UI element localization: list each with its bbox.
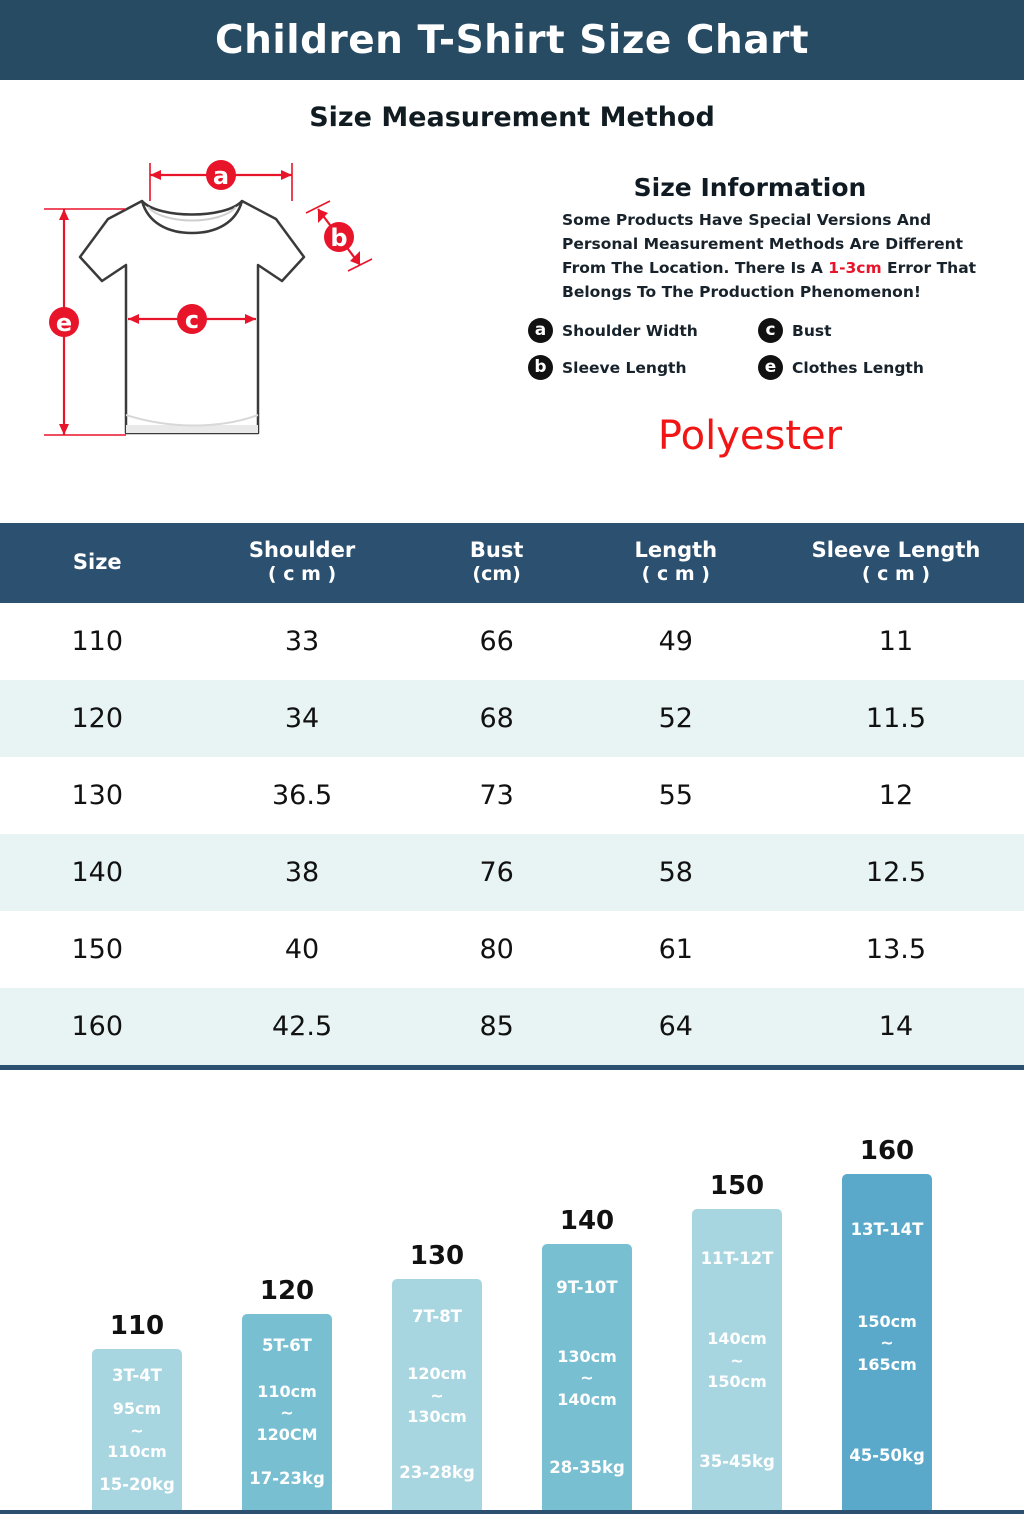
size-table-header bbox=[0, 523, 1024, 603]
cell-size: 140 bbox=[71, 857, 124, 888]
measurement-legend bbox=[528, 318, 990, 380]
cell-sleeve-length: 12.5 bbox=[865, 857, 927, 888]
cell-bust: 66 bbox=[479, 626, 514, 657]
cell-sleeve-length: 13.5 bbox=[865, 934, 927, 965]
column-header-length-name: Length bbox=[634, 538, 718, 562]
bar-column-150 bbox=[692, 1171, 782, 1514]
legend-label-bust: Bust bbox=[792, 321, 832, 340]
bar-160 bbox=[842, 1174, 932, 1514]
column-header-length bbox=[584, 523, 768, 603]
cell-size: 160 bbox=[71, 1011, 124, 1042]
column-header-shoulder bbox=[195, 523, 410, 603]
measurement-method-section bbox=[0, 133, 1024, 523]
bar-age-130: 7T-8T bbox=[412, 1307, 462, 1327]
bar-weight-130: 23-28kg bbox=[399, 1463, 475, 1483]
info-line-1: Some Products Have Special Versions And bbox=[562, 211, 932, 229]
bar-caption-120: 120 bbox=[259, 1276, 315, 1306]
table-bottom-rule bbox=[0, 1065, 1024, 1070]
cell-bust: 76 bbox=[479, 857, 514, 888]
cell-size: 120 bbox=[71, 703, 124, 734]
svg-text:b: b bbox=[330, 224, 348, 252]
bar-height-150: 140cm ~ 150cm bbox=[707, 1329, 767, 1392]
column-header-sleeve-length-name: Sleeve Length bbox=[811, 538, 981, 562]
bar-weight-110: 15-20kg bbox=[99, 1475, 175, 1495]
cell-length: 49 bbox=[658, 626, 693, 657]
cell-size: 150 bbox=[71, 934, 124, 965]
table-row bbox=[0, 988, 1024, 1065]
table-row bbox=[0, 603, 1024, 680]
size-bar-chart bbox=[0, 1114, 1024, 1514]
tolerance-value: 1-3cm bbox=[828, 259, 882, 278]
column-header-sleeve-length-unit: ( c m ) bbox=[861, 563, 931, 586]
bar-caption-110: 110 bbox=[109, 1311, 165, 1341]
bar-height-110: 95cm ~ 110cm bbox=[107, 1399, 167, 1462]
bar-caption-150: 150 bbox=[709, 1171, 765, 1201]
badge-b-icon: b bbox=[528, 355, 553, 380]
bar-caption-130: 130 bbox=[409, 1241, 465, 1271]
bar-chart-row bbox=[0, 1114, 1024, 1514]
legend-item-clothes-length bbox=[758, 355, 988, 380]
column-header-size-name: Size bbox=[72, 549, 122, 574]
cell-shoulder: 38 bbox=[284, 857, 320, 888]
bar-column-110 bbox=[92, 1311, 182, 1514]
bar-age-120: 5T-6T bbox=[262, 1336, 312, 1356]
cell-shoulder: 34 bbox=[284, 703, 320, 734]
size-table bbox=[0, 523, 1024, 1065]
cell-shoulder: 42.5 bbox=[272, 1011, 333, 1042]
bar-column-140 bbox=[542, 1206, 632, 1514]
badge-c-icon: c bbox=[758, 318, 783, 343]
bar-height-130: 120cm ~ 130cm bbox=[407, 1364, 467, 1427]
bar-column-160 bbox=[842, 1136, 932, 1514]
legend-item-shoulder-width bbox=[528, 318, 758, 343]
cell-length: 55 bbox=[658, 780, 693, 811]
column-header-length-unit: ( c m ) bbox=[641, 563, 710, 586]
bar-height-160: 150cm ~ 165cm bbox=[857, 1311, 917, 1374]
column-header-bust-unit: (cm) bbox=[472, 563, 521, 586]
bar-weight-120: 17-23kg bbox=[249, 1469, 325, 1489]
bar-caption-160: 160 bbox=[859, 1136, 915, 1166]
table-row bbox=[0, 911, 1024, 988]
table-header-row bbox=[0, 523, 1024, 603]
cell-shoulder: 33 bbox=[284, 626, 320, 657]
cell-shoulder: 40 bbox=[284, 934, 320, 965]
cell-size: 110 bbox=[71, 626, 124, 657]
legend-label-sleeve-length: Sleeve Length bbox=[562, 358, 687, 377]
cell-sleeve-length: 11.5 bbox=[865, 703, 927, 734]
column-header-shoulder-unit: ( c m ) bbox=[267, 563, 337, 586]
bottom-rule bbox=[0, 1510, 1024, 1514]
legend-label-clothes-length: Clothes Length bbox=[792, 358, 924, 377]
header-bar bbox=[0, 0, 1024, 80]
table-row bbox=[0, 834, 1024, 911]
info-line-4: Error That bbox=[881, 259, 977, 278]
bar-height-140: 130cm ~ 140cm bbox=[557, 1346, 617, 1409]
bar-120 bbox=[242, 1314, 332, 1514]
bar-130 bbox=[392, 1279, 482, 1514]
bar-age-160: 13T-14T bbox=[850, 1219, 924, 1239]
info-line-2: Personal Measurement Methods Are Different bbox=[562, 235, 964, 254]
legend-label-shoulder-width: Shoulder Width bbox=[562, 321, 698, 340]
bar-caption-140: 140 bbox=[559, 1206, 615, 1236]
bar-age-140: 9T-10T bbox=[556, 1278, 618, 1298]
bar-height-120: 110cm ~ 120CM bbox=[256, 1381, 318, 1444]
page-title: Children T-Shirt Size Chart bbox=[214, 17, 810, 63]
column-header-size bbox=[0, 523, 195, 603]
column-header-bust-name: Bust bbox=[469, 538, 524, 562]
bar-weight-160: 45-50kg bbox=[849, 1445, 925, 1465]
size-information-block bbox=[510, 173, 990, 380]
cell-bust: 80 bbox=[479, 934, 514, 965]
cell-length: 64 bbox=[658, 1011, 693, 1042]
cell-sleeve-length: 11 bbox=[878, 626, 914, 657]
bar-110 bbox=[92, 1349, 182, 1514]
info-line-3: From The Location. There Is A bbox=[562, 259, 829, 278]
cell-sleeve-length: 12 bbox=[878, 780, 914, 811]
size-table-body bbox=[0, 603, 1024, 1065]
bar-column-130 bbox=[392, 1241, 482, 1514]
cell-bust: 85 bbox=[479, 1011, 514, 1042]
cell-length: 61 bbox=[658, 934, 693, 965]
bar-column-120 bbox=[242, 1276, 332, 1514]
info-line-5: Belongs To The Production Phenomenon! bbox=[562, 283, 921, 302]
svg-text:a: a bbox=[212, 162, 230, 190]
legend-item-bust bbox=[758, 318, 988, 343]
column-header-shoulder-name: Shoulder bbox=[248, 538, 356, 562]
cell-size: 130 bbox=[71, 780, 124, 811]
bar-weight-140: 28-35kg bbox=[549, 1457, 625, 1477]
badge-e-icon: e bbox=[758, 355, 783, 380]
cell-bust: 73 bbox=[479, 780, 514, 811]
bar-age-110: 3T-4T bbox=[112, 1365, 162, 1385]
cell-length: 58 bbox=[658, 857, 693, 888]
cell-length: 52 bbox=[658, 703, 693, 734]
badge-a-icon: a bbox=[528, 318, 553, 343]
svg-text:c: c bbox=[184, 306, 200, 334]
column-header-sleeve-length bbox=[768, 523, 1024, 603]
table-row bbox=[0, 680, 1024, 757]
bar-150 bbox=[692, 1209, 782, 1514]
column-header-bust bbox=[410, 523, 584, 603]
cell-shoulder: 36.5 bbox=[272, 780, 333, 811]
size-information-text bbox=[562, 208, 990, 304]
size-information-title: Size Information bbox=[633, 173, 867, 202]
tshirt-diagram bbox=[30, 153, 390, 473]
bar-140 bbox=[542, 1244, 632, 1514]
legend-item-sleeve-length bbox=[528, 355, 758, 380]
bar-age-150: 11T-12T bbox=[700, 1248, 774, 1268]
bar-weight-150: 35-45kg bbox=[699, 1451, 775, 1471]
cell-bust: 68 bbox=[479, 703, 514, 734]
measurement-method-title: Size Measurement Method bbox=[309, 102, 715, 133]
cell-sleeve-length: 14 bbox=[878, 1011, 914, 1042]
svg-text:e: e bbox=[55, 309, 73, 337]
table-row bbox=[0, 757, 1024, 834]
material-label: Polyester bbox=[657, 413, 843, 459]
